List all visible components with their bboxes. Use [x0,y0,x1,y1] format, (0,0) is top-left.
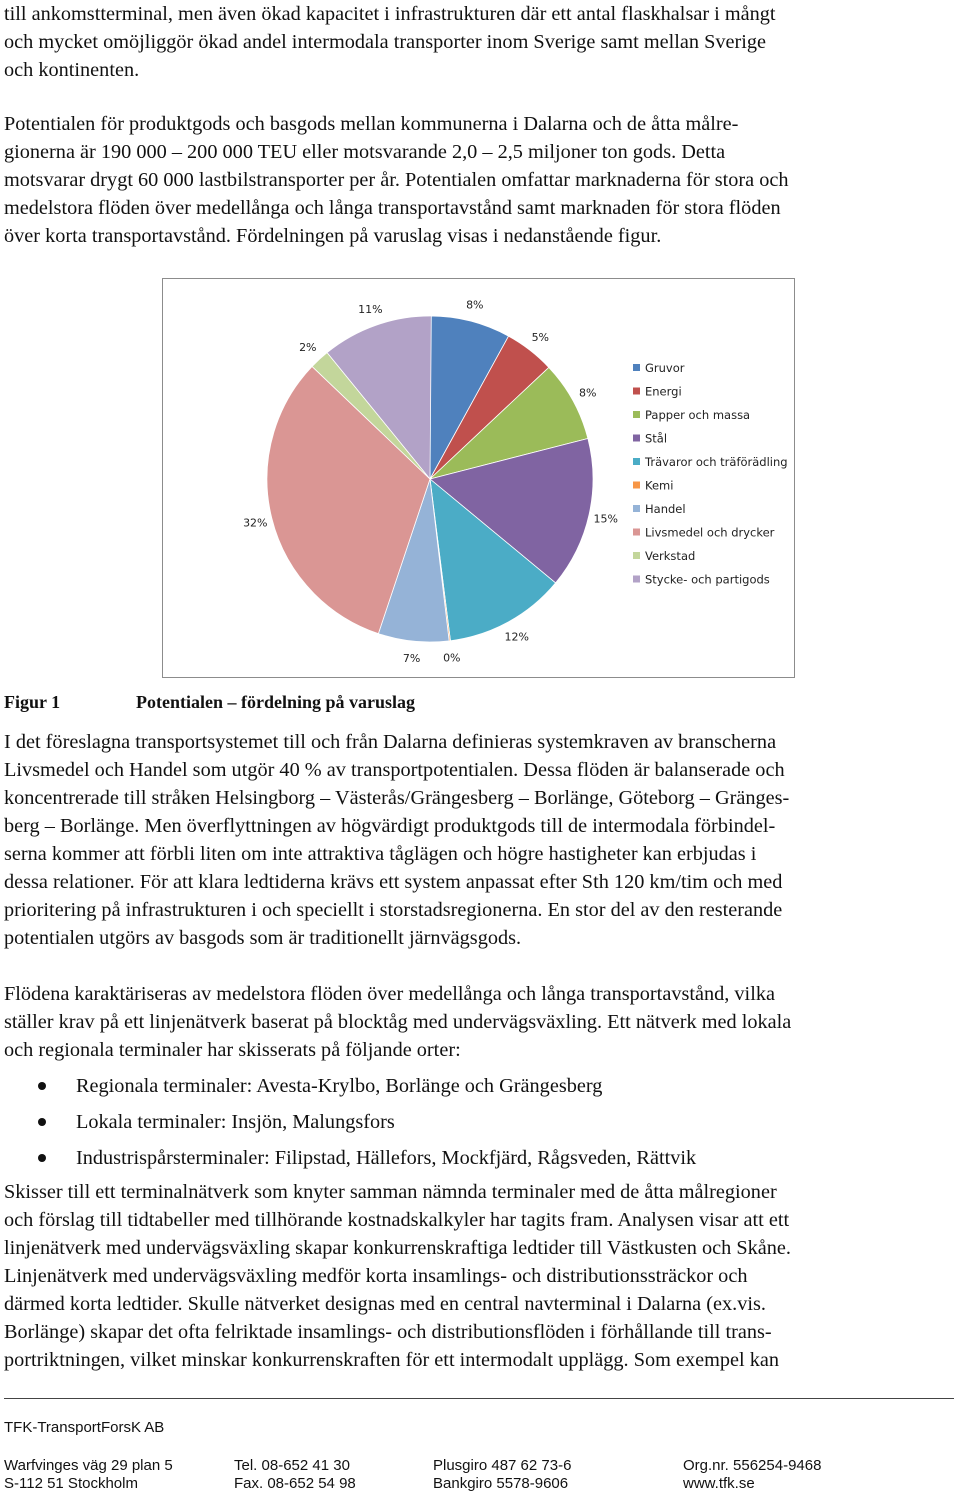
pie-data-label: 8% [466,298,484,312]
legend-swatch [633,458,640,465]
paragraph-2 [4,110,954,250]
pie-chart-figure [162,278,795,678]
legend-swatch [633,552,640,559]
legend-label: Kemi [645,478,674,493]
footer-address-line2: S-112 51 Stockholm [4,1475,138,1492]
paragraph-1 [4,0,954,84]
legend-label: Trävaror och träförädling [645,455,788,469]
pie-data-label: 15% [593,512,618,526]
text-line: serna kommer att förbli liten om inte attraktiva tåglägen och högre hastigheter kan erbjudas i [4,843,757,865]
pie-data-label: 2% [299,340,317,354]
legend-label: Stål [645,431,668,446]
text-line: potentialen utgörs av basgods som är traditionellt järnvägsgods. [4,927,522,949]
pie-data-label: 8% [578,386,597,400]
footer-tel: Tel. 08-652 41 30 [234,1457,350,1474]
text-line: därmed korta ledtider. Skulle nätverket designas med en central navterminal i Dalarna (ex.vis. [4,1293,766,1315]
pie-data-label: 11% [358,303,383,317]
footer-divider [4,1398,954,1399]
footer-address-line1: Warfvinges väg 29 plan 5 [4,1457,173,1474]
text-line: Skisser till ett terminalnätverk som knyter samman nämnda terminaler med de åtta målregioner [4,1181,777,1203]
text-line: gionerna är 190 000 – 200 000 TEU eller motsvarande 2,0 – 2,5 miljoner ton gods. Detta [4,141,726,163]
footer-fax: Fax. 08-652 54 98 [234,1475,356,1492]
legend-label: Energi [645,384,682,399]
legend-label: Papper och massa [645,408,751,422]
legend-swatch [633,435,640,442]
list-item [0,1144,950,1180]
text-line: Borlänge) skapar det ofta felriktade insamlings- och distributionsflöden i förhållande till trans- [4,1321,772,1343]
legend-swatch [633,364,640,371]
text-line: linjenätverk med undervägsväxling skapar konkurrenskraftiga ledtider till Västkusten och Skåne. [4,1237,791,1259]
legend-swatch [633,388,640,395]
text-line: Flödena karaktäriseras av medelstora flöden över medellånga och långa transportavstånd, vilka [4,983,775,1005]
text-line: motsvarar drygt 60 000 lastbilstransporter per år. Potentialen omfattar marknaderna för stora och [4,169,789,191]
legend-label: Gruvor [645,361,685,375]
terminal-bullet-list [0,1072,950,1180]
footer-bankgiro: Bankgiro 5578-9606 [433,1475,569,1492]
text-line: och förslag till tidtabeller med tillhörande kostnadskalkyler har tagits fram. Analysen visar att ett [4,1209,790,1231]
text-line: och regionala terminaler har skisserats på följande orter: [4,1039,461,1061]
list-item-text: Lokala terminaler: Insjön, Malungsfors [76,1111,395,1133]
text-line: och mycket omöjliggör ökad andel intermodala transporter inom Sverige samt mellan Sverige [4,31,767,53]
figure-number: Figur 1 [4,692,61,712]
legend-label: Verkstad [645,549,696,563]
pie-data-label: 7% [402,652,421,666]
list-item-text: Regionala terminaler: Avesta-Krylbo, Borlänge och Grängesberg [76,1075,603,1097]
text-line: över korta transportavstånd. Fördelningen på varuslag visas i nedanstående figur. [4,225,662,247]
list-item [0,1072,950,1108]
legend-label: Handel [645,502,686,516]
legend-label: Livsmedel och drycker [645,525,775,540]
bullet-icon [38,1082,46,1090]
text-line: I det föreslagna transportsystemet till och från Dalarna definieras systemkraven av branscherna [4,731,777,753]
paragraph-5 [4,1178,954,1374]
text-line: Potentialen för produktgods och basgods mellan kommunerna i Dalarna och de åtta målre- [4,113,739,135]
legend-swatch [633,482,640,489]
paragraph-3 [4,728,954,952]
bullet-icon [38,1118,46,1126]
footer-orgnr: Org.nr. 556254-9468 [683,1457,822,1474]
text-line: koncentrerade till stråken Helsingborg – Västerås/Grängesberg – Borlänge, Göteborg – Gränges- [4,787,790,809]
text-line: och kontinenten. [4,59,140,81]
pie-data-label: 5% [531,330,550,344]
legend-swatch [633,529,640,536]
bullet-icon [38,1154,46,1162]
list-item-text: Industrispårsterminaler: Filipstad, Hällefors, Mockfjärd, Rågsveden, Rättvik [76,1147,697,1169]
pie-data-label: 12% [504,630,529,644]
legend-swatch [633,505,640,512]
list-item [0,1108,950,1144]
footer-website: www.tfk.se [683,1475,755,1492]
text-line: portriktningen, vilket minskar konkurrenskraften för ett intermodalt upplägg. Som exempel kan [4,1349,780,1371]
text-line: till ankomstterminal, men även ökad kapacitet i infrastrukturen där ett antal flaskhalsar i mångt [4,3,776,25]
text-line: dessa relationer. För att klara ledtiderna krävs ett system anpassat efter Sth 120 km/tim och med [4,871,783,893]
text-line: ställer krav på ett linjenätverk baserat på blocktåg med undervägsväxling. Ett nätverk med lokala [4,1011,792,1033]
text-line: Livsmedel och Handel som utgör 40 % av transportpotentialen. Dessa flöden är balanserade och [4,759,785,781]
pie-data-label: 0% [443,651,461,665]
text-line: Linjenätverk med undervägsväxling medför korta insamlings- och distributionssträckor och [4,1265,748,1287]
text-line: medelstora flöden över medellånga och långa transportavstånd samt marknaden för stora flöden [4,197,781,219]
legend-swatch [633,576,640,583]
paragraph-4 [4,980,954,1064]
text-line: prioritering på infrastrukturen i och speciellt i storstadsregionerna. En stor del av den resterande [4,899,783,921]
text-line: berg – Borlänge. Men överflyttningen av högvärdigt produktgods till de intermodala förbindel- [4,815,776,837]
figure-caption: Potentialen – fördelning på varuslag [136,692,416,712]
legend-label: Stycke- och partigods [645,572,770,587]
legend-swatch [633,411,640,418]
pie-chart [163,279,794,677]
pie-data-label: 32% [243,516,268,530]
footer-plusgiro: Plusgiro 487 62 73-6 [433,1457,572,1474]
footer-org: TFK-TransportForsK AB [4,1419,165,1436]
